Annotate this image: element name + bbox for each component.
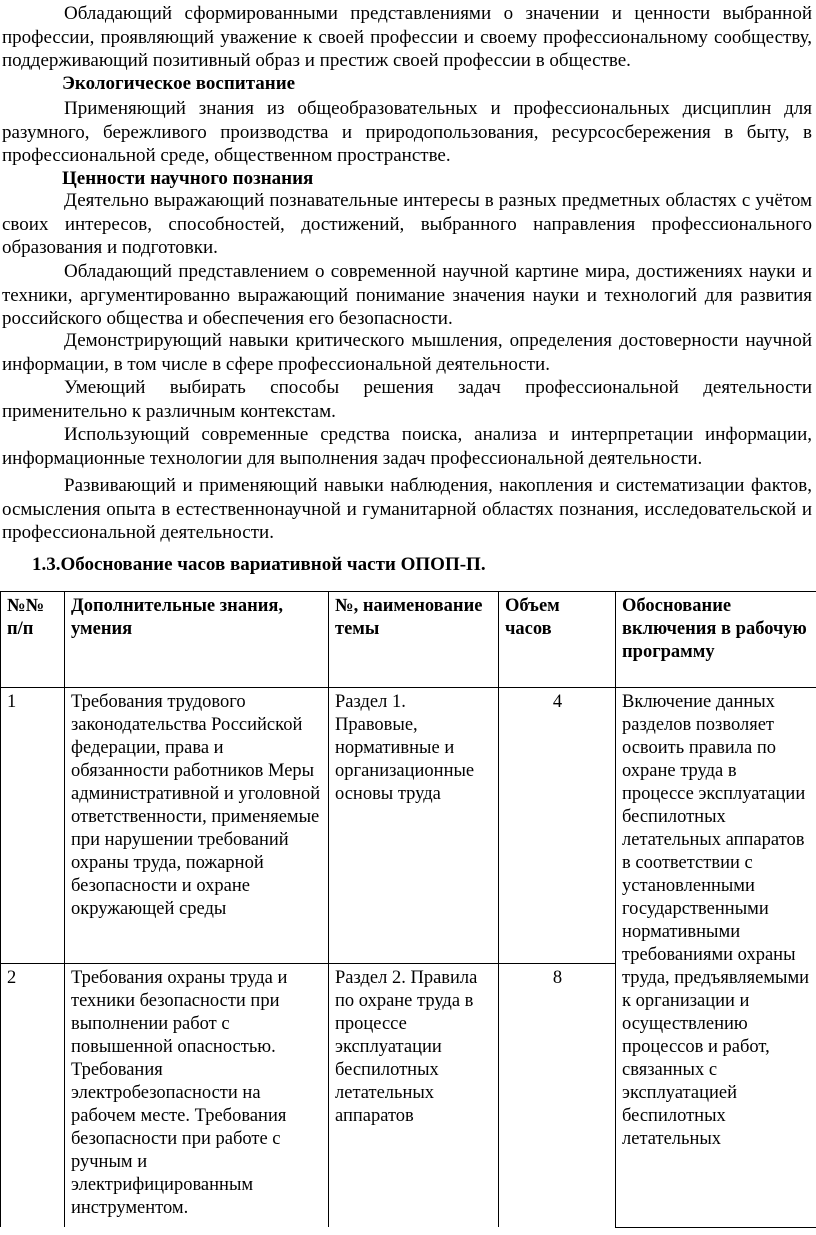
header-justification: Обоснование включения в рабочую программу [616, 592, 816, 688]
cell-topic: Раздел 2. Правила по охране труда в процессе эксплуатации беспилотных летательных аппаратов [329, 964, 499, 1228]
paragraph-science-4: Умеющий выбирать способы решения задач профессиональной деятельности применительно к различным контекстам. [2, 377, 812, 422]
header-topic: №, наименование темы [329, 592, 499, 688]
paragraph-science-6: Развивающий и применяющий навыки наблюдения, накопления и систематизации фактов, осмысления опыта в естественнонаучной и гуманитарной областях познания, исследовательской и профессиональной деятельности. [2, 475, 812, 543]
cell-num: 1 [1, 688, 65, 964]
table-header-row [1, 592, 816, 688]
heading-science: Ценности научного познания [62, 168, 314, 189]
paragraph-science-1: Деятельно выражающий познавательные интересы в разных предметных областях с учётом своих интересов, способностей, достижений, выбранного направления профессионального образования и подготовки. [2, 190, 812, 258]
header-num: №№ п/п [1, 592, 65, 688]
header-knowledge: Дополнительные знания, умения [65, 592, 329, 688]
cell-knowledge: Требования трудового законодательства Российской федерации, права и обязанности работников Меры административной и уголовной ответственности, применяемые при нарушении требований охраны труда, пожарной безопасности и охране окружающей среды [65, 688, 329, 964]
cell-knowledge: Требования охраны труда и техники безопасности при выполнении работ с повышенной опасностью. Требования электробезопасности на рабочем месте. Требования безопасности при работе с ручным и электрифицированным инструментом. [65, 964, 329, 1228]
paragraph-science-3: Демонстрирующий навыки критического мышления, определения достоверности научной информации, в том числе в сфере профессиональной деятельности. [2, 330, 812, 375]
paragraph-intro: Обладающий сформированными представлениями о значении и ценности выбранной профессии, проявляющий уважение к своей профессии и своему профессиональному сообществу, поддерживающий позитивный образ и престиж своей профессии в обществе. [2, 3, 812, 71]
paragraph-ecological: Применяющий знания из общеобразовательных и профессиональных дисциплин для разумного, бережливого производства и природопользования, ресурсосбережения в быту, в профессиональной среде, общественном пространстве. [2, 98, 812, 166]
cell-hours: 8 [499, 964, 616, 1228]
hours-justification-table [0, 591, 816, 1228]
heading-ecological: Экологическое воспитание [62, 73, 296, 94]
cell-justification: Включение данных разделов позволяет освоить правила по охране труда в процессе эксплуатации беспилотных летательных аппаратов в соответствии с установленными государственными нормативными требованиями охраны труда, предъявляемыми к организации и осуществлению процессов и работ, связанных с эксплуатацией беспилотных летательных [616, 688, 816, 1228]
table-row [1, 688, 816, 964]
cell-num: 2 [1, 964, 65, 1228]
paragraph-science-5: Использующий современные средства поиска, анализа и интерпретации информации, информационные технологии для выполнения задач профессиональной деятельности. [2, 424, 812, 469]
paragraph-science-2: Обладающий представлением о современной научной картине мира, достижениях науки и техники, аргументированно выражающий понимание значения науки и технологий для развития российского общества и обеспечения его безопасности. [2, 261, 812, 329]
cell-hours: 4 [499, 688, 616, 964]
cell-topic: Раздел 1. Правовые, нормативные и организационные основы труда [329, 688, 499, 964]
section-heading: 1.3.Обоснование часов вариативной части ОПОП-П. [32, 554, 486, 575]
header-hours: Объем часов [499, 592, 616, 688]
